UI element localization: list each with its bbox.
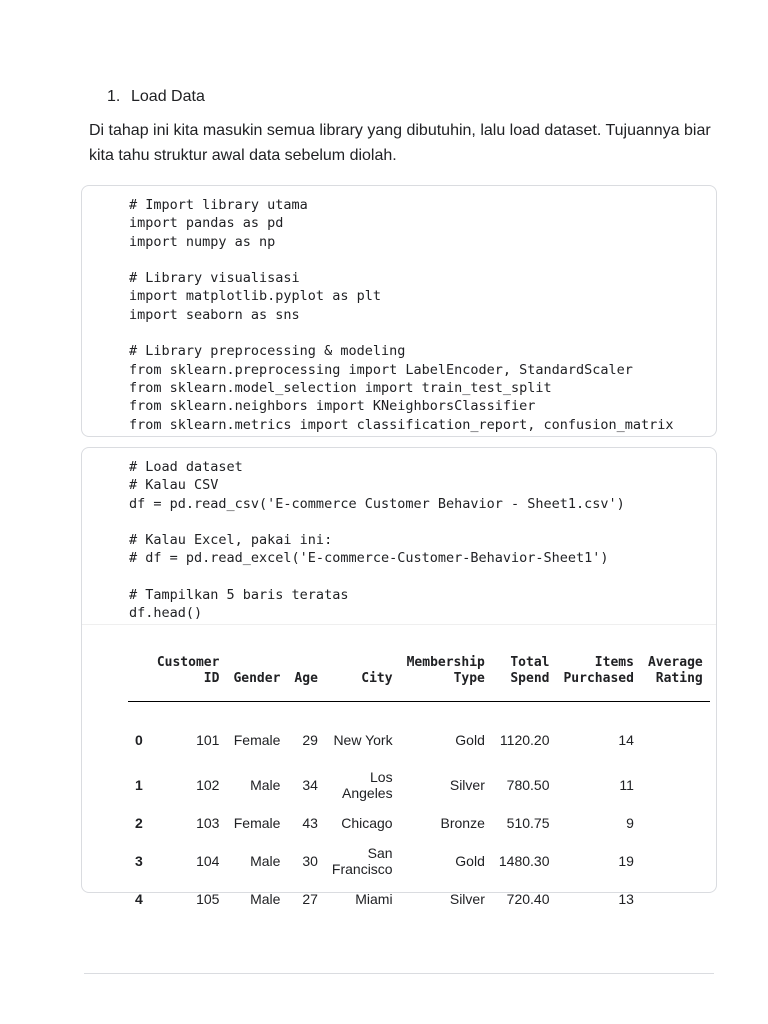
code-line: import seaborn as sns bbox=[129, 306, 300, 323]
table-cell: Bronze bbox=[440, 815, 485, 831]
table-cell bbox=[641, 702, 710, 767]
column-header-line: Average bbox=[647, 655, 703, 670]
column-header-line bbox=[135, 671, 143, 687]
code-block-load-dataset[interactable] bbox=[82, 448, 716, 623]
code-line bbox=[129, 324, 716, 342]
table-cell: 19 bbox=[618, 853, 634, 869]
code-line: from sklearn.preprocessing import LabelEncoder, StandardScaler bbox=[129, 361, 633, 378]
table-cell bbox=[325, 766, 400, 804]
code-block-imports[interactable] bbox=[82, 186, 716, 434]
table-cell bbox=[641, 804, 710, 842]
column-header-line: Gender bbox=[233, 671, 281, 686]
table-cell: 43 bbox=[302, 815, 318, 831]
cell-line: Angeles bbox=[342, 785, 393, 801]
code-line: # Kalau Excel, pakai ini: bbox=[129, 532, 333, 549]
code-cell-load-dataset[interactable] bbox=[81, 447, 717, 907]
table-cell: Silver bbox=[449, 777, 485, 793]
table-cell: 103 bbox=[196, 815, 220, 831]
code-line: # Kalau CSV bbox=[129, 477, 219, 494]
cell-line: Chicago bbox=[341, 815, 393, 831]
column-header-line bbox=[135, 655, 143, 671]
code-line bbox=[129, 568, 716, 586]
table-cell: 510.75 bbox=[506, 815, 550, 831]
code-line: import matplotlib.pyplot as plt bbox=[129, 288, 381, 305]
dataframe-table bbox=[128, 647, 710, 918]
code-line: from sklearn.model_selection import train_test_split bbox=[129, 379, 552, 396]
table-cell: Gold bbox=[455, 853, 485, 869]
code-line bbox=[129, 251, 716, 269]
cell-line: Miami bbox=[355, 891, 393, 907]
cell-line: San bbox=[367, 845, 393, 861]
column-header bbox=[226, 647, 287, 702]
column-header-line bbox=[332, 655, 393, 671]
row-index: 4 bbox=[135, 891, 143, 907]
intro-text: Di tahap ini kita masukin semua library yang dibutuhin, lalu load dataset. Tujuannya biar kita tahu struktur awal data sebelum diolah. bbox=[89, 122, 711, 164]
column-header-line: Membership bbox=[406, 655, 485, 670]
table-row bbox=[128, 702, 710, 767]
row-index: 2 bbox=[135, 815, 143, 831]
column-header bbox=[128, 647, 150, 702]
table-row bbox=[128, 804, 710, 842]
code-line bbox=[129, 513, 716, 531]
table-cell: Male bbox=[250, 891, 281, 907]
column-header-line: Items bbox=[594, 655, 634, 670]
table-cell: 780.50 bbox=[506, 777, 550, 793]
column-header-line: City bbox=[361, 671, 393, 686]
table-cell: 720.40 bbox=[506, 891, 550, 907]
table-cell bbox=[325, 702, 400, 767]
table-cell: 34 bbox=[302, 777, 318, 793]
column-header-line bbox=[294, 655, 317, 671]
table-cell bbox=[641, 766, 710, 804]
column-header-line: ID bbox=[203, 671, 220, 686]
column-header-line: Customer bbox=[156, 655, 220, 670]
table-cell bbox=[325, 804, 400, 842]
code-cell-imports[interactable] bbox=[81, 185, 717, 437]
step-number: 1. bbox=[107, 88, 121, 105]
code-line: # df = pd.read_excel('E-commerce-Customer-Behavior-Sheet1') bbox=[129, 550, 609, 567]
step-heading bbox=[107, 86, 205, 108]
table-cell: 9 bbox=[626, 815, 634, 831]
column-header-line: Age bbox=[294, 671, 318, 686]
row-index: 0 bbox=[135, 732, 143, 748]
column-header-line: Total bbox=[510, 655, 550, 670]
table-cell: 105 bbox=[196, 891, 220, 907]
table-row bbox=[128, 766, 710, 804]
column-header bbox=[641, 647, 710, 702]
row-index: 1 bbox=[135, 777, 143, 793]
code-line: # Library preprocessing & modeling bbox=[129, 343, 406, 360]
cell-line: Francisco bbox=[331, 861, 393, 877]
table-cell: 30 bbox=[302, 853, 318, 869]
column-header-line bbox=[233, 655, 280, 671]
column-header-line: Spend bbox=[510, 671, 550, 686]
table-cell: 27 bbox=[302, 891, 318, 907]
cell-output bbox=[82, 624, 716, 907]
column-header-line: Purchased bbox=[563, 671, 634, 686]
table-cell: 13 bbox=[618, 891, 634, 907]
table-header-row bbox=[128, 647, 710, 702]
code-line: from sklearn.neighbors import KNeighborsClassifier bbox=[129, 398, 536, 415]
column-header bbox=[150, 647, 227, 702]
table-cell: 1120.20 bbox=[499, 732, 550, 748]
cell-line: New York bbox=[333, 732, 393, 748]
table-cell bbox=[325, 880, 400, 918]
column-header bbox=[287, 647, 324, 702]
table-cell: 101 bbox=[196, 732, 220, 748]
code-line: # Library visualisasi bbox=[129, 270, 300, 287]
table-cell: Female bbox=[233, 815, 281, 831]
table-row bbox=[128, 842, 710, 880]
code-line: # Import library utama bbox=[129, 197, 308, 213]
table-cell: 1480.30 bbox=[498, 853, 550, 869]
cell-line: Los bbox=[370, 769, 393, 785]
code-line: import numpy as np bbox=[129, 233, 276, 250]
intro-paragraph bbox=[89, 118, 719, 168]
code-line: df.head() bbox=[129, 605, 203, 622]
code-line: # Tampilkan 5 baris teratas bbox=[129, 587, 349, 604]
table-cell: Female bbox=[233, 732, 281, 748]
column-header-line: Rating bbox=[655, 671, 703, 686]
table-cell: Male bbox=[250, 777, 281, 793]
column-header bbox=[400, 647, 492, 702]
code-line: import pandas as pd bbox=[129, 215, 284, 232]
table-cell bbox=[325, 842, 400, 880]
column-header bbox=[325, 647, 400, 702]
column-header bbox=[556, 647, 640, 702]
table-cell bbox=[641, 842, 710, 880]
code-line: df = pd.read_csv('E-commerce Customer Behavior - Sheet1.csv') bbox=[129, 495, 625, 512]
table-row bbox=[128, 880, 710, 918]
page-divider bbox=[84, 973, 714, 974]
table-cell: Silver bbox=[449, 891, 485, 907]
step-title: Load Data bbox=[131, 88, 205, 105]
code-line: from sklearn.metrics import classification_report, confusion_matrix bbox=[129, 416, 674, 433]
column-header bbox=[492, 647, 557, 702]
row-index: 3 bbox=[135, 853, 143, 869]
table-cell: Male bbox=[250, 853, 281, 869]
code-line: # Load dataset bbox=[129, 459, 243, 475]
table-cell bbox=[641, 880, 710, 918]
column-header-line: Type bbox=[453, 671, 485, 686]
table-body bbox=[128, 702, 710, 919]
table-cell: 14 bbox=[618, 732, 634, 748]
table-cell: 102 bbox=[196, 777, 220, 793]
table-cell: 29 bbox=[302, 732, 318, 748]
table-cell: 11 bbox=[619, 777, 634, 793]
table-cell: 104 bbox=[196, 853, 220, 869]
table-cell: Gold bbox=[455, 732, 485, 748]
